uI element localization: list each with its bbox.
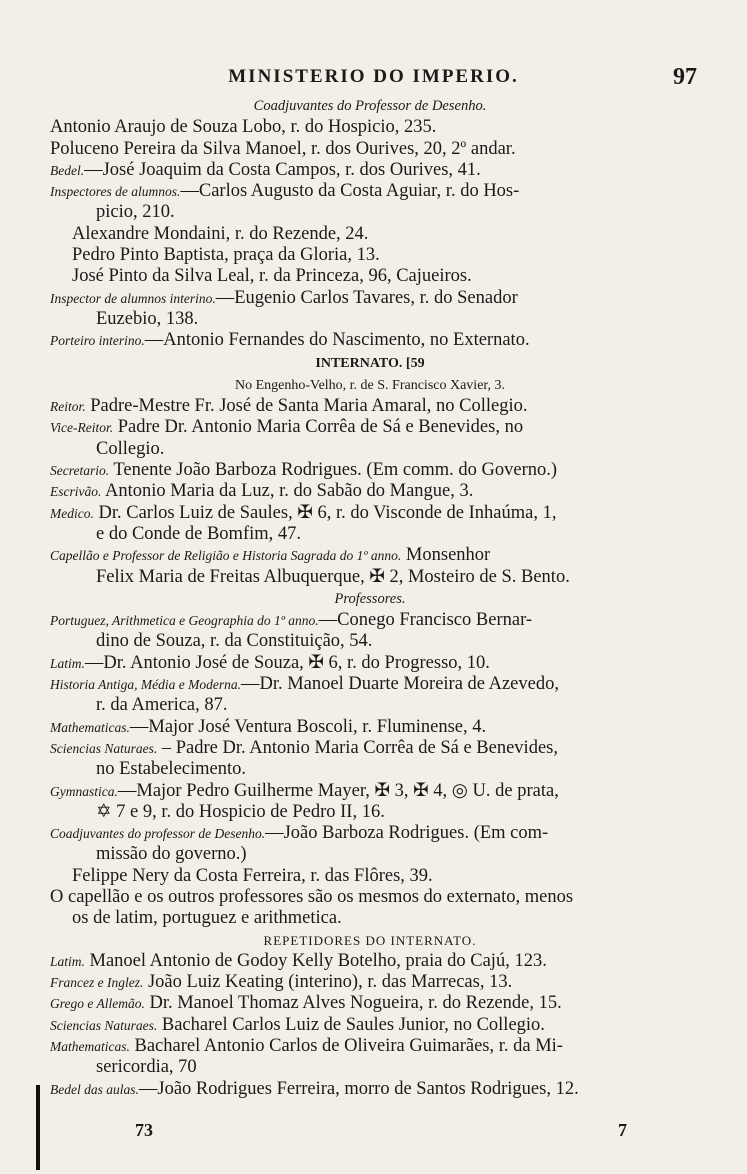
text-line — [50, 866, 690, 887]
entry-label: Medico. — [50, 505, 94, 521]
text-line — [50, 181, 690, 202]
entry-text: Poluceno Pereira da Silva Manoel, r. dos Ourives, 20, 2º andar. — [50, 138, 516, 159]
text-line — [50, 160, 690, 181]
text-line — [50, 1079, 690, 1100]
entry-text: Euzebio, 138. — [96, 308, 199, 329]
entry-text: Padre-Mestre Fr. José de Santa Maria Amaral, no Collegio. — [85, 396, 528, 417]
entry-label: Gymnastica. — [50, 783, 118, 799]
text-line — [50, 610, 690, 631]
entry-text: os de latim, portuguez e arithmetica. — [72, 908, 342, 929]
entry-text: Felippe Nery da Costa Ferreira, r. das Flôres, 39. — [72, 865, 433, 886]
text-line — [50, 674, 690, 695]
entry-text: r. da America, 87. — [96, 695, 228, 716]
entry-text: João Luiz Keating (interino), r. das Marrecas, 13. — [143, 972, 513, 993]
text-line — [50, 96, 690, 117]
text-line — [50, 930, 690, 951]
text-line — [50, 972, 690, 993]
entry-label: Portuguez, Arithmetica e Geographia do 1º anno. — [50, 613, 319, 629]
text-line — [50, 139, 690, 160]
entry-text: —Dr. Manoel Duarte Moreira de Azevedo, — [240, 674, 559, 695]
text-line — [50, 823, 690, 844]
text-line — [50, 802, 690, 823]
entry-text: No Engenho-Velho, r. de S. Francisco Xavier, 3. — [234, 377, 506, 393]
entry-text: Antonio Araujo de Souza Lobo, r. do Hospicio, 235. — [50, 117, 437, 138]
entry-text: Antonio Maria da Luz, r. do Sabão do Mangue, 3. — [101, 481, 474, 502]
text-line — [50, 951, 690, 972]
entry-text: —João Rodrigues Ferreira, morro de Santos Rodrigues, 12. — [138, 1078, 579, 1099]
entry-text: Felix Maria de Freitas Albuquerque, ✠ 2, Mosteiro de S. Bento. — [96, 566, 570, 587]
page-title: MINISTERIO DO IMPERIO. — [228, 66, 519, 87]
entry-text: Pedro Pinto Baptista, praça da Gloria, 13. — [72, 245, 380, 266]
entry-label: Latim. — [50, 655, 85, 671]
entry-label: Historia Antiga, Média e Moderna. — [50, 677, 241, 693]
text-line — [50, 567, 690, 588]
text-line — [50, 781, 690, 802]
text-line — [50, 481, 690, 502]
entry-label: Latim. — [50, 953, 85, 969]
entry-text: picio, 210. — [96, 202, 175, 223]
entry-text: no Estabelecimento. — [96, 759, 247, 780]
entry-label: Vice-Reitor. — [50, 420, 114, 436]
text-line — [50, 738, 690, 759]
text-line — [50, 908, 690, 929]
entry-text: Dr. Carlos Luiz de Saules, ✠ 6, r. do Visconde de Inhaúma, 1, — [93, 502, 557, 523]
footer-number: 7 — [618, 1120, 627, 1140]
text-line — [50, 352, 690, 374]
entry-text: —José Joaquim da Costa Campos, r. dos Ourives, 41. — [84, 159, 481, 180]
text-line — [50, 759, 690, 780]
entry-label: Mathematicas. — [50, 1039, 130, 1055]
entry-text: ✡ 7 e 9, r. do Hospicio de Pedro II, 16. — [96, 801, 385, 822]
text-line — [50, 717, 690, 738]
margin-line — [36, 1085, 40, 1170]
text-line — [50, 887, 690, 908]
entry-label: Coadjuvantes do professor de Desenho. — [50, 826, 266, 842]
text-line — [50, 1015, 690, 1036]
text-line — [50, 330, 690, 351]
entry-text: Bacharel Carlos Luiz de Saules Junior, no Collegio. — [157, 1014, 545, 1035]
running-header — [0, 62, 747, 96]
text-line — [50, 417, 690, 438]
entry-text: Dr. Manoel Thomaz Alves Nogueira, r. do Rezende, 15. — [144, 993, 562, 1014]
text-line — [50, 695, 690, 716]
entry-text: INTERNATO. [59 — [315, 355, 425, 371]
entry-text: Alexandre Mondaini, r. do Rezende, 24. — [72, 223, 369, 244]
entry-text: dino de Souza, r. da Constituição, 54. — [96, 631, 373, 652]
entry-text: Collegio. — [96, 438, 165, 459]
text-line — [50, 588, 690, 610]
text-line — [50, 844, 690, 865]
entry-label: Secretario. — [50, 463, 110, 479]
entry-label: Mathematicas. — [50, 719, 130, 735]
text-line — [50, 1036, 690, 1057]
entry-label: Inspector de alumnos interino. — [50, 290, 216, 306]
entry-text: —Major José Ventura Boscoli, r. Fluminense, 4. — [129, 716, 487, 737]
entry-label: Escrivão. — [50, 484, 102, 500]
body-text — [50, 96, 690, 1100]
text-line — [50, 288, 690, 309]
text-line — [50, 202, 690, 223]
entry-text: —Major Pedro Guilherme Mayer, ✠ 3, ✠ 4, ◎ U. de prata, — [117, 780, 559, 801]
entry-label: Porteiro interino. — [50, 333, 145, 349]
entry-text: missão do governo.) — [96, 844, 247, 865]
signature-mark: 73 — [135, 1120, 153, 1140]
text-line — [50, 396, 690, 417]
text-line — [50, 439, 690, 460]
text-line — [50, 266, 690, 287]
entry-label: Grego e Allemão. — [50, 996, 145, 1012]
text-line — [50, 545, 690, 566]
text-line — [50, 631, 690, 652]
entry-text: —João Barboza Rodrigues. (Em com- — [265, 823, 549, 844]
entry-text: Monsenhor — [401, 545, 491, 566]
entry-text: sericordia, 70 — [96, 1057, 197, 1078]
entry-text: —Conego Francisco Bernar- — [318, 610, 533, 631]
text-line — [50, 460, 690, 481]
entry-text: – Padre Dr. Antonio Maria Corrêa de Sá e Benevides, — [157, 737, 558, 758]
entry-label: Reitor. — [50, 399, 86, 415]
text-line — [50, 524, 690, 545]
entry-label: Capellão e Professor de Religião e Historia Sagrada do 1º anno. — [50, 548, 402, 564]
entry-text: Tenente João Barboza Rodrigues. (Em comm. do Governo.) — [109, 460, 558, 481]
page-footer — [0, 1120, 747, 1144]
entry-text: —Antonio Fernandes do Nascimento, no Externato. — [144, 330, 530, 351]
entry-text: Manoel Antonio de Godoy Kelly Botelho, praia do Cajú, 123. — [84, 950, 547, 971]
text-line — [50, 503, 690, 524]
entry-label: Bedel das aulas. — [50, 1081, 139, 1097]
entry-label: Francez e Inglez. — [50, 975, 144, 991]
page-number: 97 — [673, 64, 697, 90]
entry-text: José Pinto da Silva Leal, r. da Princeza, 96, Cajueiros. — [72, 266, 472, 287]
entry-text: Bacharel Antonio Carlos de Oliveira Guimarães, r. da Mi- — [129, 1036, 563, 1057]
entry-text: e do Conde de Bomfim, 47. — [96, 523, 302, 544]
entry-label: Sciencias Naturaes. — [50, 740, 158, 756]
entry-label: Inspectores de alumnos. — [50, 184, 181, 200]
entry-text: Padre Dr. Antonio Maria Corrêa de Sá e Benevides, no — [113, 417, 524, 438]
text-line — [50, 224, 690, 245]
text-line — [50, 653, 690, 674]
entry-text: REPETIDORES DO INTERNATO. — [263, 932, 477, 948]
entry-text: —Carlos Augusto da Costa Aguiar, r. do Hos- — [180, 181, 520, 202]
text-line — [50, 374, 690, 396]
text-line — [50, 245, 690, 266]
entry-text: Coadjuvantes do Professor de Desenho. — [253, 98, 487, 114]
entry-label: Sciencias Naturaes. — [50, 1017, 158, 1033]
text-line — [50, 309, 690, 330]
text-line — [50, 993, 690, 1014]
text-line — [50, 117, 690, 138]
entry-text: O capellão e os outros professores são os mesmos do externato, menos — [50, 886, 574, 907]
entry-label: Bedel. — [50, 162, 85, 178]
entry-text: —Eugenio Carlos Tavares, r. do Senador — [215, 287, 518, 308]
text-line — [50, 1057, 690, 1078]
entry-text: —Dr. Antonio José de Souza, ✠ 6, r. do Progresso, 10. — [84, 652, 490, 673]
entry-text: Professores. — [334, 590, 406, 607]
